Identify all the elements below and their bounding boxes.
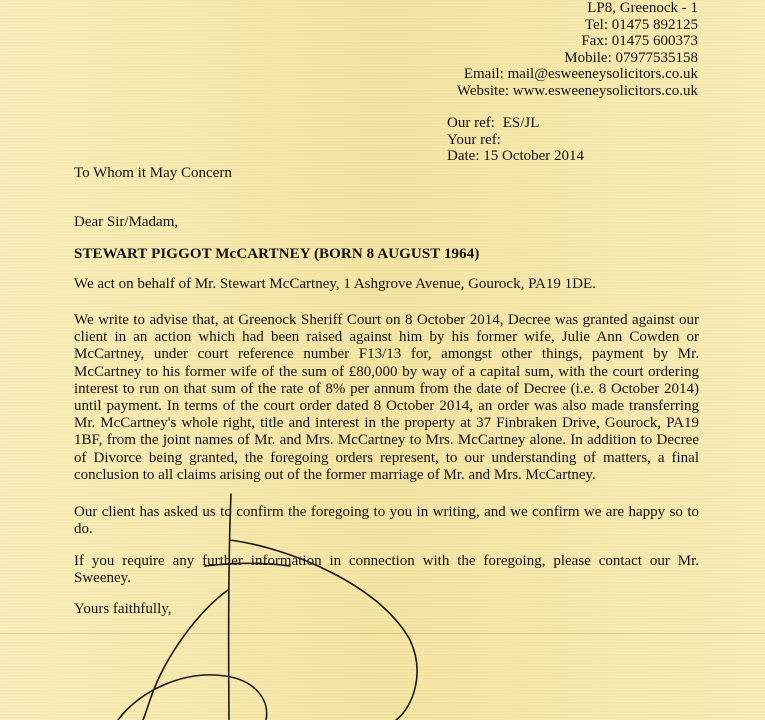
letterhead-email: Email: mail@esweeneysolicitors.co.uk — [463, 66, 698, 83]
letterhead-website: Website: www.esweeneysolicitors.co.uk — [456, 82, 698, 99]
letterhead-tel: Tel: 01475 892125 — [584, 16, 698, 33]
your-ref-row — [447, 132, 584, 149]
letterhead-address-line: LP8, Greenock - 1 — [587, 0, 698, 16]
paper-fold-line — [0, 633, 765, 634]
salutation: Dear Sir/Madam, — [74, 214, 179, 230]
letter-heading: STEWART PIGGOT McCARTNEY (BORN 8 AUGUST 1964) — [74, 246, 480, 262]
paragraph-decree: We write to advise that, at Greenock Sheriff Court on 8 October 2014, Decree was granted against our client in an action which had been raised against him by his former wife, Julie Ann Cowden or McCartney, under court reference number F13/13 for, amongst other things, payment by Mr. McCartney to his former wife of the sum of £80,000 by way of a capital sum, with the court ordering interest to run on that sum of the rate of 8% per annum from the date of Decree (i.e. 8 October 2014) until payment. In terms of the court order dated 8 October 2014, an order was also made transferring Mr. McCartney's whole right, title and interest in the property at 37 Finbraken Drive, Gourock, PA19 1BF, from the joint names of Mr. and Mrs. McCartney to Mrs. McCartney alone. In addition to Decree of Divorce being granted, the foregoing orders represent, to our understanding of matters, a final conclusion to all claims arising out of the former marriage of Mr. and Mrs. McCartney. — [74, 312, 699, 483]
our-ref-label: Our ref: — [447, 115, 495, 131]
our-ref-row — [447, 115, 584, 132]
letterhead-mobile: Mobile: 07977535158 — [564, 49, 698, 66]
our-ref-value: ES/JL — [502, 115, 540, 131]
letterhead-contact-block — [378, 0, 698, 100]
closing: Yours faithfully, — [74, 601, 172, 617]
signature-sweep-left — [118, 675, 267, 720]
reference-block — [447, 115, 584, 165]
paragraph-confirmation: Our client has asked us to confirm the foregoing to you in writing, and we confirm we are happy so to do. — [74, 504, 699, 538]
your-ref-label: Your ref: — [447, 131, 501, 148]
letter-date: Date: 15 October 2014 — [447, 148, 585, 165]
paragraph-contact: If you require any further information in connection with the foregoing, please contact our Mr. Sweeney. — [74, 553, 699, 587]
addressee: To Whom it May Concern — [74, 165, 232, 181]
paragraph-client: We act on behalf of Mr. Stewart McCartney, 1 Ashgrove Avenue, Gourock, PA19 1DE. — [74, 276, 596, 292]
letterhead-fax: Fax: 01475 600373 — [581, 33, 698, 50]
